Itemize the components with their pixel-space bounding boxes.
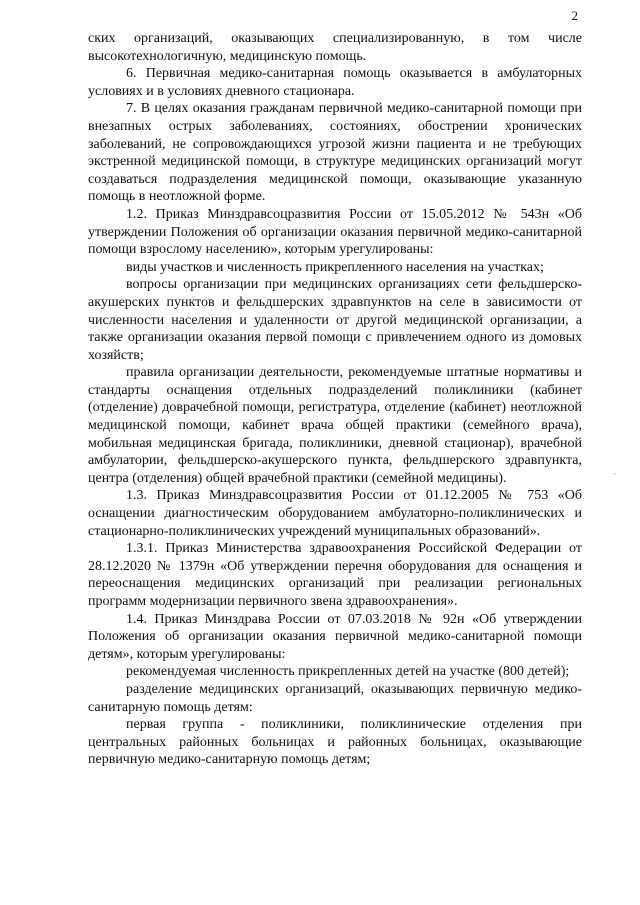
document-body — [88, 30, 582, 769]
paragraph: разделение медицинских организаций, оказывающих первичную медико-санитарную помощь детям: — [88, 681, 582, 715]
page-number: 2 — [571, 8, 578, 23]
paragraph: правила организации деятельности, рекомендуемые штатные нормативы и стандарты оснащения отдельных подразделений поликлиники (кабинет (отделение) доврачебной помощи, регистратура, отделение (кабинет) неотложной медицинской помощи, кабинет врача общей практики (семейного врача), мобильная медицинская бригада, поликлиники, дневной стационар), врачебной амбулатории, фельдшерско-акушерского пункта, фельдшерского здравпункта, центра (отделения) общей врачебной практики (семейной медицины). — [88, 365, 582, 486]
paragraph: вопросы организации при медицинских организациях сети фельдшерско-акушерских пунктов и фельдшерских здравпунктов на селе в зависимости от численности населения и удаленности от другой медицинской организации, а также организации оказания первой помощи с привлечением одного из домовых хозяйств; — [88, 277, 582, 363]
stray-mark: ` — [613, 472, 616, 481]
paragraph: рекомендуемая численность прикрепленных детей на участке (800 детей); — [126, 664, 570, 680]
paragraph: 6. Первичная медико-санитарная помощь оказывается в амбулаторных условиях и в условиях дневного стационара. — [88, 66, 582, 99]
paragraph: виды участков и численность прикрепленного населения на участках; — [126, 259, 544, 275]
paragraph: 1.3.1. Приказ Министерства здравоохранения Российской Федерации от 28.12.2020 № 1379н «Об утверждении перечня оборудования для оснащения и переоснащения медицинских организаций при реализации региональных программ модернизации первичного звена здравоохранения». — [88, 541, 582, 609]
paragraph: 1.2. Приказ Минздравсоцразвития России от 15.05.2012 № 543н «Об утверждении Положения об организации оказания первичной медико-санитарной помощи взрослому населению», которым урегулированы: — [88, 206, 582, 258]
paragraph: 7. В целях оказания гражданам первичной медико-санитарной помощи при внезапных острых заболеваниях, состояниях, обострении хронических заболеваний, не сопровождающихся угрозой жизни пациента и не требующих экстренной медицинской помощи, в структуре медицинских организаций могут создаваться подразделения медицинской помощи, оказывающие указанную помощь в неотложной форме. — [88, 101, 582, 205]
paragraph: 1.3. Приказ Минздравсоцразвития России от 01.12.2005 № 753 «Об оснащении диагностическим оборудованием амбулаторно-поликлинических и стационарно-поликлинических учреждений муниципальных образований». — [88, 488, 582, 539]
paragraph: первая группа - поликлиники, поликлинические отделения при центральных районных больницах и районных больницах, оказывающие первичную медико-санитарную помощь детям; — [88, 717, 582, 768]
paragraph: ских организаций, оказывающих специализированную, в том числе высокотехнологичную, медицинскую помощь. — [88, 31, 582, 64]
paragraph: 1.4. Приказ Минздрава России от 07.03.2018 № 92н «Об утверждении Положения об организации оказания первичной медико-санитарной помощи детям», которым урегулированы: — [88, 611, 582, 662]
